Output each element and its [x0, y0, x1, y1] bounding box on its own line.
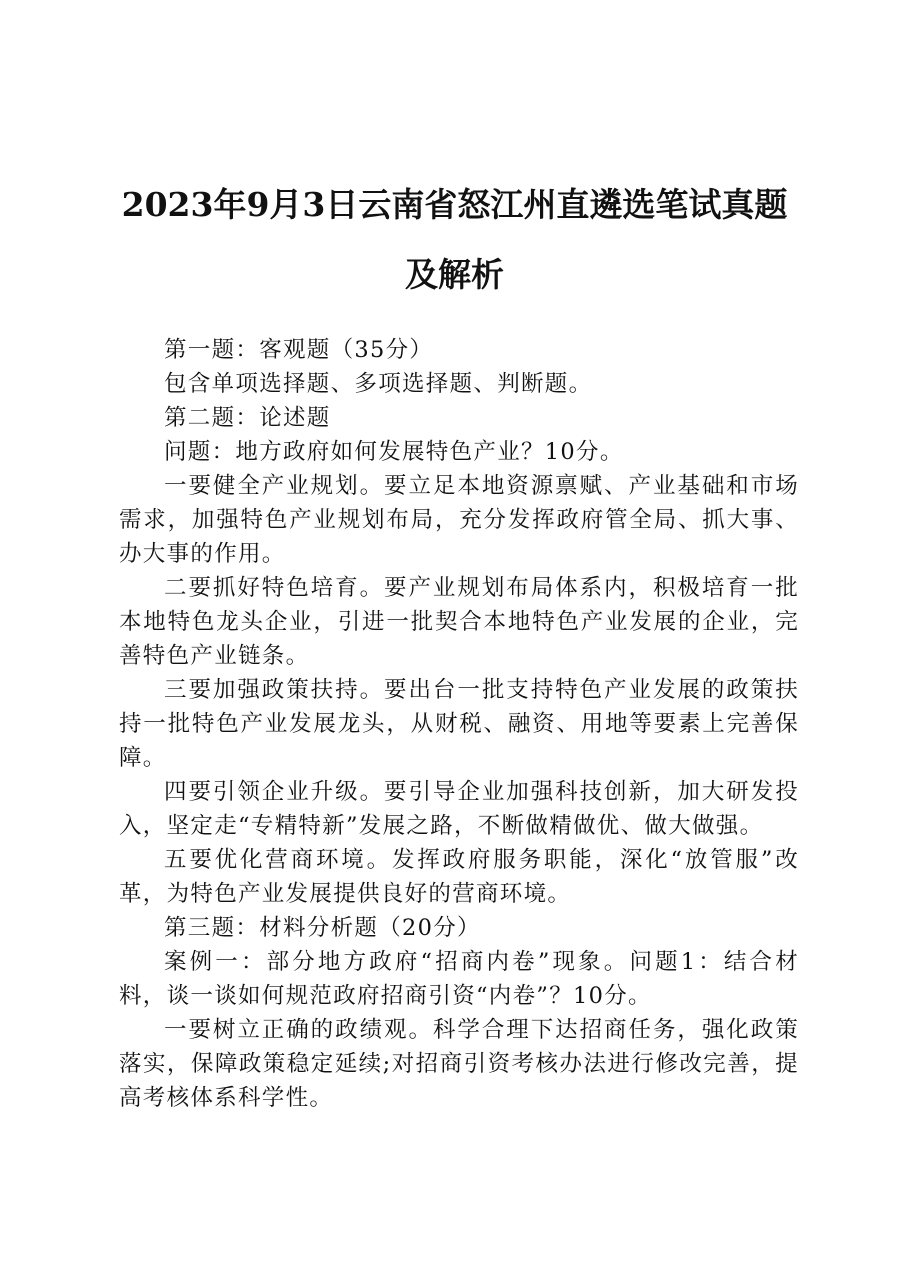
paragraph: 案例一：部分地方政府“招商内卷”现象。问题1：结合材料，谈一谈如何规范政府招商引资“内卷”？10分。 [119, 949, 799, 1009]
paragraph: 第二题：论述题 [164, 405, 331, 431]
paragraph: 第三题：材料分析题（20分） [164, 915, 481, 941]
paragraph: 问题：地方政府如何发展特色产业？10分。 [164, 439, 624, 465]
paragraph: 四要引领企业升级。要引导企业加强科技创新，加大研发投入，坚定走“专精特新”发展之路，不断做精做优、做大做强。 [119, 779, 799, 839]
paragraph: 一要树立正确的政绩观。科学合理下达招商任务，强化政策落实，保障政策稳定延续;对招商引资考核办法进行修改完善，提高考核体系科学性。 [119, 1017, 799, 1111]
paragraph: 第一题：客观题（35分） [164, 337, 434, 363]
paragraph: 一要健全产业规划。要立足本地资源禀赋、产业基础和市场需求，加强特色产业规划布局，充分发挥政府管全局、抓大事、办大事的作用。 [119, 473, 799, 567]
paragraph: 二要抓好特色培育。要产业规划布局体系内，积极培育一批本地特色龙头企业，引进一批契合本地特色产业发展的企业，完善特色产业链条。 [119, 575, 799, 669]
document-body [119, 333, 799, 1115]
document-title-line-2: 及解析 [405, 255, 504, 294]
paragraph: 包含单项选择题、多项选择题、判断题。 [164, 371, 593, 397]
document-title-line-1: 2023年9月3日云南省怒江州直遴选笔试真题 [121, 185, 788, 224]
paragraph: 五要优化营商环境。发挥政府服务职能，深化“放管服”改革，为特色产业发展提供良好的营商环境。 [119, 847, 799, 907]
paragraph: 三要加强政策扶持。要出台一批支持特色产业发展的政策扶持一批特色产业发展龙头，从财税、融资、用地等要素上完善保障。 [119, 677, 799, 771]
